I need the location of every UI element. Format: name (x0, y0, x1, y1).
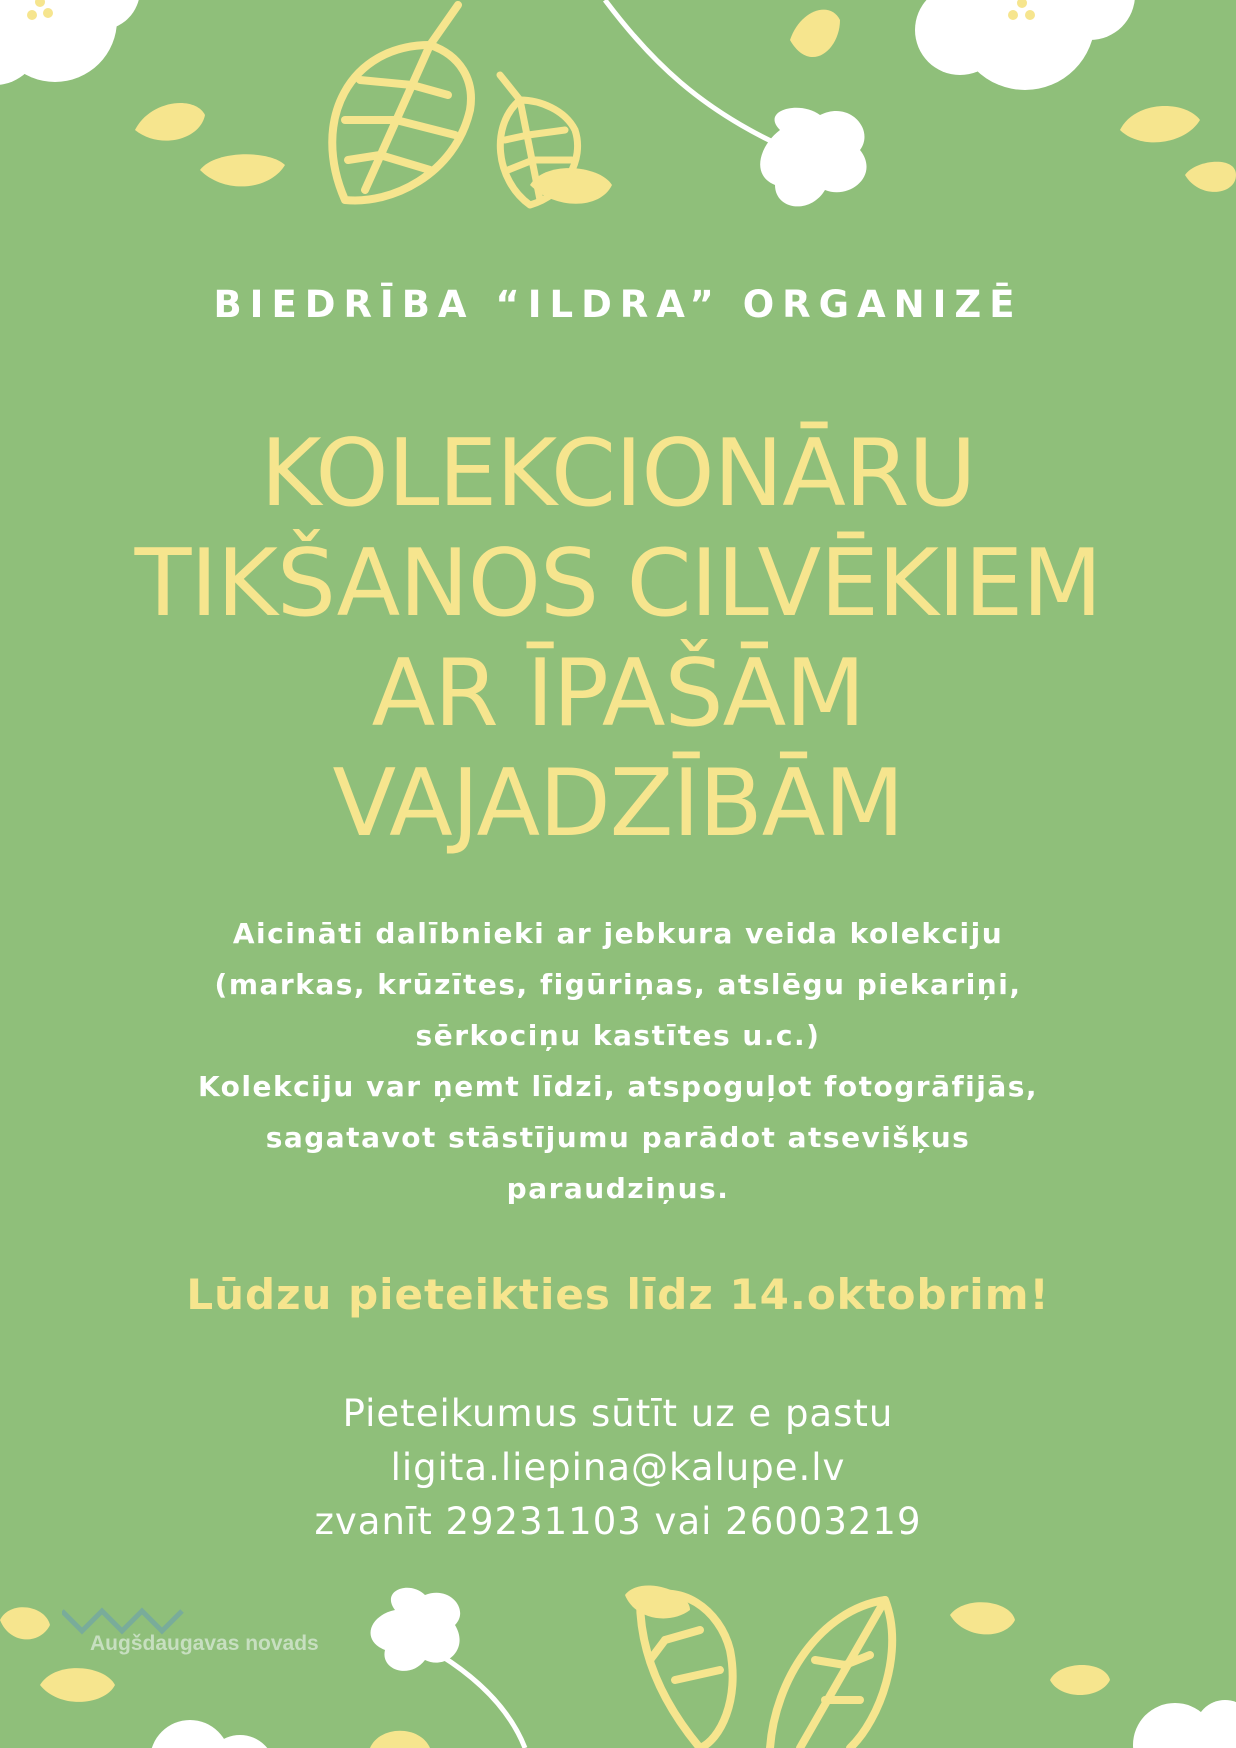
flower-icon-bottom (371, 1588, 525, 1748)
flower-icon-top-right (915, 0, 1135, 90)
registration-deadline: Lūdzu pieteikties līdz 14.oktobrim! (186, 1270, 1050, 1319)
description-line: sagatavot stāstījumu parādot atsevišķus (265, 1121, 971, 1154)
organizer-heading: BIEDRĪBA “ILDRA” ORGANIZĒ (213, 283, 1023, 326)
flower-icon-hanging (760, 108, 866, 207)
description-line: Aicināti dalībnieki ar jebkura veida kolekciju (232, 917, 1004, 950)
watermark-text: Augšdaugavas novads (90, 1632, 319, 1655)
contact-line: Pieteikumus sūtīt uz e pastu (342, 1392, 894, 1435)
description-line: sērkociņu kastītes u.c.) (415, 1019, 821, 1052)
flower-icon-top-left (0, 0, 140, 85)
event-title-line: VAJADZĪBĀM (332, 749, 904, 857)
flower-icon-bottom-right (1133, 1700, 1236, 1748)
flower-icon-bottom-left (150, 1720, 275, 1748)
event-title (0, 418, 1236, 858)
contact-email[interactable]: ligita.liepina@kalupe.lv (390, 1446, 846, 1489)
description-line: paraudziņus. (506, 1172, 730, 1205)
event-description (0, 908, 1236, 1214)
watermark-logo (62, 1606, 382, 1666)
event-title-line: AR ĪPAŠĀM (371, 639, 865, 747)
contact-info (0, 1387, 1236, 1549)
description-line: (markas, krūzītes, figūriņas, atslēgu piekariņi, (214, 968, 1022, 1001)
contact-phone[interactable]: zvanīt 29231103 vai 26003219 (314, 1500, 922, 1543)
event-title-line: TIKŠANOS CILVĒKIEM (134, 529, 1102, 637)
leaf-icon-bottom-right (770, 1600, 892, 1748)
event-title-line: KOLEKCIONĀRU (260, 419, 976, 527)
stem-icon-top (605, 0, 790, 150)
petal-icons-bottom-mid (625, 1586, 690, 1619)
leaf-icon-top-large (332, 5, 471, 201)
description-line: Kolekciju var ņemt līdzi, atspoguļot fotogrāfijās, (197, 1070, 1039, 1103)
